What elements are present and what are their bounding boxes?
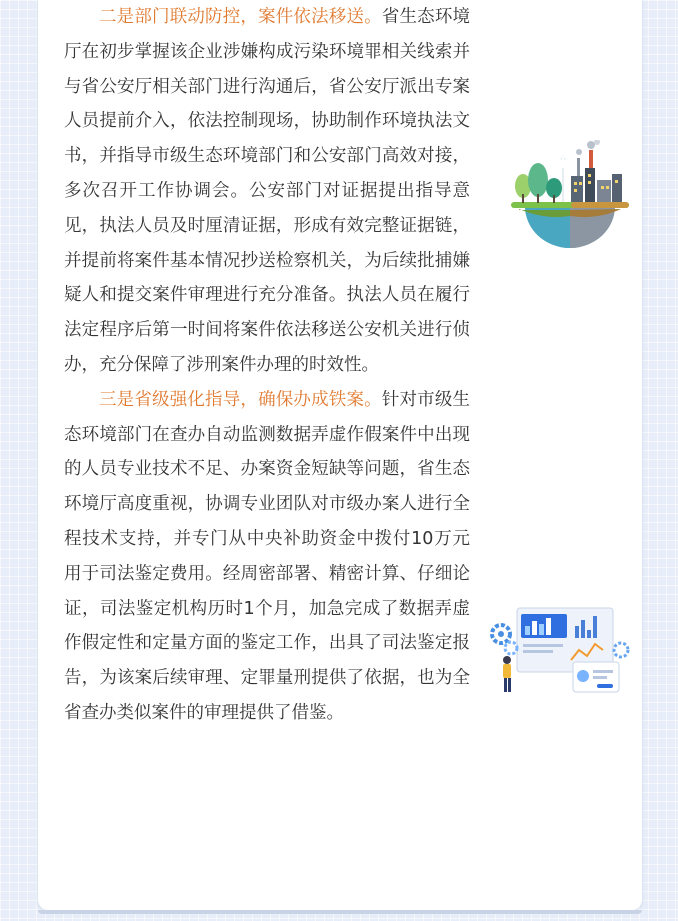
paragraph-2	[64, 0, 470, 383]
paragraph-heading: 二是部门联动防控，案件依法移送。	[99, 7, 382, 27]
paragraph-3	[64, 383, 470, 731]
paragraph-heading: 三是省级强化指导，确保办成铁案。	[99, 389, 382, 410]
card-bottom-edge	[38, 910, 642, 914]
article-text-column	[64, 0, 470, 731]
paragraph-body: 省生态环境厅在初步掌握该企业涉嫌构成污染环境罪相关线索并与省公安厅相关部门进行沟通后，省公安厅派出专案人员提前介入，依法控制现场，协助制作环境执法文书，并指导市级生态环境部门和公安部门高效对接，多次召开工作协调会。公安部门对证据提出指导意见，执法人员及时厘清证据，形成有效完整证据链，并提前将案件基本情况抄送检察机关，为后续批捕嫌疑人和提交案件审理进行充分准备。执法人员在履行法定程序后第一时间将案件依法移送公安机关进行侦办，充分保障了涉刑案件办理的时效性。	[64, 7, 471, 375]
ecology-city-globe-illustration	[505, 140, 635, 252]
paragraph-body: 针对市级生态环境部门在查办自动监测数据弄虚作假案件中出现的人员专业技术不足、办案资金短缺等问题，省生态环境厅高度重视，协调专业团队对市级办案人进行全程技术支持，并专门从中央补助资金中拨付10万元用于司法鉴定费用。经周密部署、精密计算、仔细论证，司法鉴定机构历时1个月，加急完成了数据弄虚作假定性和定量方面的鉴定工作，出具了司法鉴定报告，为该案后续审理、定罪量刑提供了依据，也为全省查办类似案件的审理提供了借鉴。	[64, 389, 471, 723]
data-analysis-dashboard-illustration	[487, 604, 631, 696]
